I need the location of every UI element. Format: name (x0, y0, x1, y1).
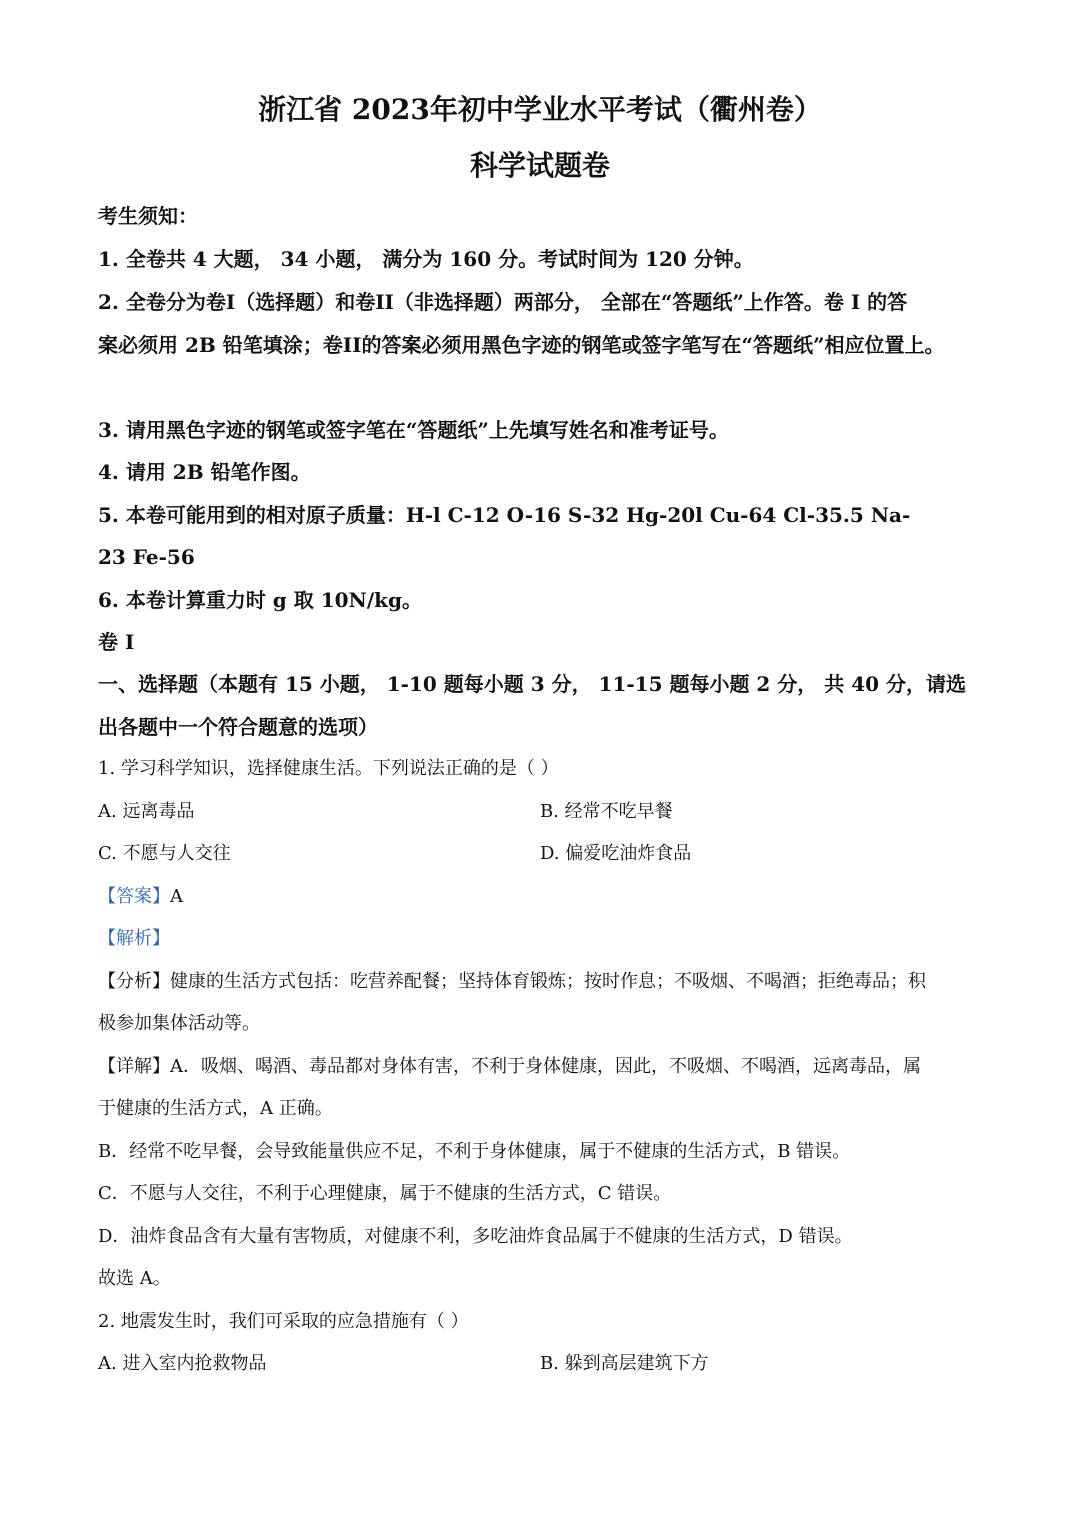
question-2-stem: 2. 地震发生时，我们可采取的应急措施有（ ） (98, 1311, 469, 1332)
explanation-line: 【分析】健康的生活方式包括：吃营养配餐；坚持体育锻炼；按时作息；不吸烟、不喝酒；拒绝毒品；积 (98, 971, 926, 992)
analysis-tag: 【解析】 (98, 928, 170, 949)
notice-item: 5. 本卷可能用到的相对原子质量：H-l C-12 O-16 S-32 Hg-20l Cu-64 Cl-35.5 Na- (98, 503, 911, 527)
q2-option-b: B. 躲到高层建筑下方 (540, 1353, 709, 1374)
section-heading: 一、选择题（本题有 15 小题， 1-10 题每小题 3 分， 11-15 题每小题 2 分， 共 40 分，请选 (98, 672, 967, 696)
notice-item: 2. 全卷分为卷I（选择题）和卷II（非选择题）两部分， 全部在“答题纸”上作答。卷 I 的答 (98, 290, 908, 314)
section-heading-cont: 出各题中一个符合题意的选项） (98, 715, 378, 739)
q1-option-c: C. 不愿与人交往 (98, 843, 231, 864)
explanation-line: B．经常不吃早餐，会导致能量供应不足，不利于身体健康，属于不健康的生活方式，B 错误。 (98, 1141, 851, 1162)
question-1-stem: 1. 学习科学知识，选择健康生活。下列说法正确的是（ ） (98, 758, 559, 779)
page-subtitle: 科学试题卷 (469, 149, 610, 182)
explanation-line: 极参加集体活动等。 (98, 1013, 260, 1034)
notice-item: 1. 全卷共 4 大题， 34 小题， 满分为 160 分。考试时间为 120 分钟。 (98, 247, 754, 271)
notice-heading: 考生须知： (98, 204, 198, 228)
q1-option-b: B. 经常不吃早餐 (540, 801, 673, 822)
notice-item: 3. 请用黑色字迹的钢笔或签字笔在“答题纸”上先填写姓名和准考证号。 (98, 418, 729, 442)
q2-option-a: A. 进入室内抢救物品 (98, 1353, 267, 1374)
notice-item: 23 Fe-56 (98, 545, 195, 569)
explanation-line: 故选 A。 (98, 1268, 171, 1289)
notice-item: 6. 本卷计算重力时 g 取 10N/kg。 (98, 588, 422, 612)
explanation-line: 【详解】A．吸烟、喝酒、毒品都对身体有害，不利于身体健康，因此，不吸烟、不喝酒，远离毒品，属 (98, 1056, 921, 1077)
explanation-line: C．不愿与人交往，不利于心理健康，属于不健康的生活方式，C 错误。 (98, 1183, 672, 1204)
page-title: 浙江省 2023年初中学业水平考试（衢州卷） (258, 93, 822, 126)
explanation-line: D．油炸食品含有大量有害物质，对健康不利，多吃油炸食品属于不健康的生活方式，D 错误。 (98, 1226, 853, 1247)
answer-value: A (170, 886, 183, 907)
notice-item: 案必须用 2B 铅笔填涂；卷II的答案必须用黑色字迹的钢笔或签字笔写在“答题纸”相应位置上。 (98, 333, 945, 357)
q1-option-a: A. 远离毒品 (98, 801, 195, 822)
explanation-line: 于健康的生活方式，A 正确。 (98, 1098, 333, 1119)
volume-label: 卷 I (98, 630, 135, 654)
answer-tag: 【答案】 (98, 886, 170, 907)
notice-item: 4. 请用 2B 铅笔作图。 (98, 460, 311, 484)
q1-option-d: D. 偏爱吃油炸食品 (540, 843, 692, 864)
answer-line (98, 888, 183, 906)
